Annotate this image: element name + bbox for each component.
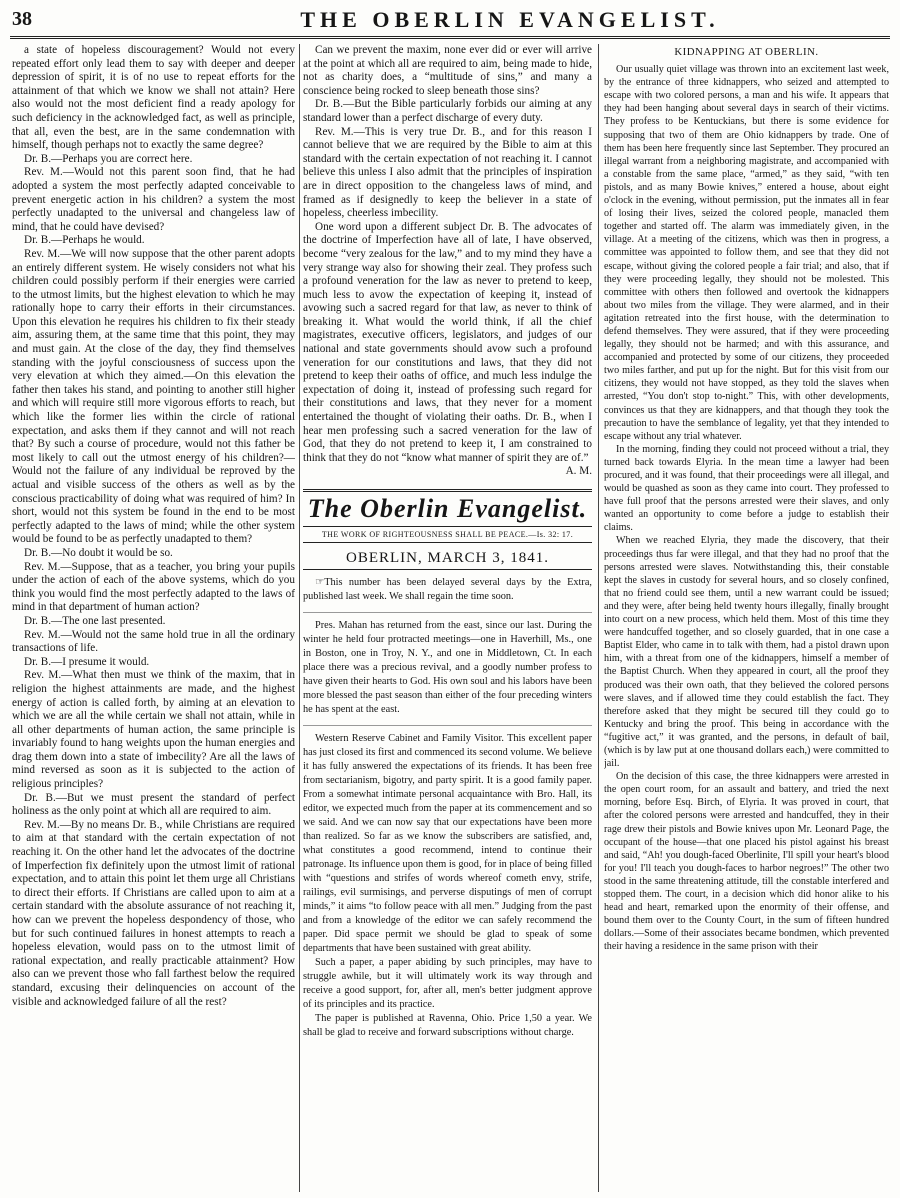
paragraph: Rev. M.—Would not this parent soon find, that he had adopted a system the most perfectly adapted conceivable to prevent energetic action in his children? a system the most perfectly unadapted to the universal and changeless law of mind, that he could have devised? [12, 166, 295, 233]
paragraph: Such a paper, a paper abiding by such principles, may have to struggle awhile, but it will ultimately work its way through and receive a good support, for, after all, men's better judgment approve of its principles and its practice. [303, 957, 592, 1010]
paragraph: Rev. M.—By no means Dr. B., while Christians are required to aim at that standard with the certain expectation of not reaching it. On the other hand let the advocates of the doctrine of Imperfection fix definitely upon the utmost limit of rational expectation, and to attain this point let them urge all Christians to direct their efforts. If Christians are called upon to aim at a certain standard with the absolute assurance of not reaching it, how can we prevent the hopeless despondency of those, who but for such continued failures in honest attempts to reach a hopeless elevation, would pass on to the utmost limit of rational expectation, and really practicable attainment? How also can we prevent those who fall farthest below the required standard, excusing their delinquencies on account of the visible and acknowledged failure of all the rest? [12, 818, 295, 1008]
paragraph: Rev. M.—Would not the same hold true in all the ordinary transactions of life. [12, 628, 295, 655]
column-kidnapping-article [604, 44, 889, 1192]
paragraph: Dr. B.—I presume it would. [24, 655, 150, 668]
paragraph: Pres. Mahan has returned from the east, since our last. During the winter he held four protracted meetings—one in Haverhill, Ms., one in Boston, one in Troy, N. Y., and one in Middletown, Ct. In each place there was a precious revival, and a goodly number profess to have given their hearts to God. His own soul and his labors have been more blessed the past season than either of the four preceding winters he has spent at the east. [303, 620, 592, 715]
paragraph: On the decision of this case, the three kidnappers were arrested in the open court room, for an assault and battery, and tried the next morning, before Esq. Birch, of Elyria. It was proved in court, that after the colored persons were arrested and handcuffed, they in their rage drew their pistols and Bowie knives upon Mr. Leonard Page, the occupant of the house—that one placed his pistol against his breast and said, “Ah! you dough-faced Oberlinite, I'll spill your heart's blood for you! I'll teach you dough-faces to harbor negroes!” The other two stood in the same threatening attitude, till the constable interfered and stopped them. The court, in a decision which did honor alike to his head and heart, remarked upon the enormity of their offense, and bound them over to the County Court, in the sum of fifteen hundred dollars.—Some of their associates became bondmen, which prevented their having a residence in the same prison with their [604, 771, 889, 953]
column-dialogue-continued [12, 44, 295, 1192]
paragraph: In the morning, finding they could not proceed without a trial, they turned back towards Elyria. In the mean time a lawyer had been procured, and it was found, that their proceedings were all illegal, and would be quashed as soon as they came into court. They professed to have full proof that the persons arrested were their slaves, and only wanted an opportunity to come before a judge to establish their claims. [604, 443, 889, 534]
paragraph: Dr. B.—The one last presented. [24, 614, 166, 627]
column-divider [598, 44, 599, 1192]
paragraph: One word upon a different subject Dr. B. The advocates of the doctrine of Imperfection have all of late, I have observed, become “very zealous for the law,” and to my mind they have a very strange way also for showing their zeal. They profess such a profound veneration for the law as never to pretend to keep, much less to avow the expectation of keeping it, instead of avowing such a sacred regard for that law, as never to think of breaking it. What would the world think, if all the chief magistrates, executive officers, legislators, and judges of our national and state governments should avow such a profound veneration for our constitutions and laws, that they did not pretend to keep their oaths of office, and much less indulge the expectation of doing it, instead of professing such regard for their constitutions and laws, that they never for a moment entertained the thought of violating their oaths. Dr. B., when I hear men professing such a sacred veneration for the law of God, that they do not pretend to keep it, I am constrained to think that they do not “know what manner of spirit they are of.” [303, 220, 592, 464]
paragraph: Dr. B.—Perhaps he would. [24, 234, 145, 247]
paragraph: Rev. M.—This is very true Dr. B., and for this reason I cannot believe that we are required by the Bible to aim at this standard with the certain expectation of not reaching it. I cannot believe this unless I also admit that the principles of inspiration are in direct opposition to the changeless laws of mind, and framed as if designedly to keep the believer in a state of hopeless, cheerless imbecility. [303, 125, 592, 220]
paragraph: Rev. M.—What then must we think of the maxim, that in religion the highest attainments are made, and the highest energy of action is called forth, by aiming at an elevation to which we are all the while certain we shall not attain, while in all other departments of human action, the same principle is invariably found to hang weights upon the human energies and drag them down into a state of imbecility? Are all the laws of mind reversed as soon as it is subjected to the action of religious principles? [12, 669, 295, 791]
paragraph: Dr. B.—But the Bible particularly forbids our aiming at any standard lower than a perfect discharge of every duty. [303, 98, 592, 124]
paragraph: Dr. B.—No doubt it would be so. [24, 546, 173, 559]
notice-pres-mahan [303, 612, 592, 717]
paragraph: ☞This number has been delayed several days by the Extra, published last week. We shall regain the time soon. [303, 577, 592, 602]
masthead-motto: THE WORK OF RIGHTEOUSNESS SHALL BE PEACE.—Is. 32: 17. [303, 526, 592, 542]
paragraph: Western Reserve Cabinet and Family Visitor. This excellent paper has just closed its first and commenced its second volume. We believe it has fully answered the expectations of its friends. It has been free from sectarianism, bigotry, and party spirit. It is a good family paper. From a somewhat intimate personal acquaintance with Bro. Hall, its editor, we expected much from the paper at its commencement and so we said. And we can now say that our expectations have been more than realized. So far as we know the subscribers are satisfied, and, what constitutes a good recommend, intend to continue their patronage. Its influence upon them is good, for in place of being filled with “questions and strifes of words whereof cometh envy, strife, railings, evil surmisings, and perverse disputings of men of corrupt minds,” it aims “to follow peace with all men.” Judging from the past and from a knowledge of the editor we can safely recommend the paper. Did space permit we should be glad to speak of some departments that have been sustained with great ability. [303, 733, 592, 954]
paragraph: Our usually quiet village was thrown into an excitement last week, by the entrance of three kidnappers, who seized and attempted to escape with two colored persons, a man and his wife. It appears that they had been hanging about several days in search of their victims. They profess to be Kentuckians, but there is some evidence for supposing that two of them are Ohio kidnappers by trade. One of them has been here frequently since last September. They procured an illegal warrant from a neighboring magistrate, and accompanied with a constable from the same place, “armed,” as they said, “with ten pistols, and as many Bowie knives,” entered a house, about eight o'clock in the evening, without permission, put the inmates all in fear of losing their lives, seized the colored people, manacled them together and started off. The alarm was immediately given, in the village. At a meeting of the citizens, which was then in progress, a committee was appointed to follow them, and see that they did not escape, without giving the colored people a fair trial; and also, that if they were proceeding legally, they should not be molested. This committee with others then followed and overtook the kidnappers about two miles from the village. They were alarmed, and in their agitation retreated into the first house, with the determination to defend themselves. They were assured, that if they were proceeding legally, they should not be harmed; and with this assurance, and accompanied and protected by some of our citizens, they proceeded two miles farther, and put up for the night. But for this visit from our citizens, they would not have stopped, as they told the slaves when arrested, “You don't stop to-night.” This, with other developments, convinces us that they are kidnappers, and that though they took the precaution to have the semblance of legality, yet that they intended to escape without any trial whatever. [604, 64, 889, 442]
paragraph: Dr. B.—Perhaps you are correct here. [24, 152, 193, 165]
dateline: OBERLIN, MARCH 3, 1841. [303, 547, 592, 570]
running-title: THE OBERLIN EVANGELIST. [300, 7, 720, 32]
article-title: KIDNAPPING AT OBERLIN. [674, 46, 819, 58]
masthead-title: The Oberlin Evangelist. [307, 494, 588, 523]
paragraph: The paper is published at Ravenna, Ohio. Price 1,50 a year. We shall be glad to receive and forward subscriptions without charge. [303, 1013, 592, 1038]
notice-delay [303, 576, 592, 604]
page-number: 38 [12, 8, 32, 30]
author-signature: A. M. [565, 465, 592, 478]
column-dialogue-and-editorial [303, 44, 592, 1192]
paragraph: Dr. B.—But we must present the standard of perfect holiness as the only point at which all are required to aim. [12, 791, 295, 818]
paragraph: When we reached Elyria, they made the discovery, that their proceedings thus far were illegal, and that they had no proof that the persons arrested were slaves. Notwithstanding this, their constable kept the slaves in custody for several hours, and so closely confined, that no friend could see them, until a new warrant could be issued; and they were, after being held twenty hours illegally, finally brought into court on a new process, which held them. Most of this time they were handcuffed together, and so closely guarded, that in one case a Baptist Elder, who came in to talk with them, had a pistol drawn upon him, with a threat from one of the kidnappers, himself a member of the Baptist Church. When they appeared in court, all the proof they produced was their own oath, that they believed the colored persons were slaves, and if allowed time they could establish the fact. They therefore asked that they might be secured till they could go to Kentucky and bring the proof. This being in accordance with the “fugitive act,” it was granted, and the persons, in default of bail, (which is by law put at one thousand dollars each,) were committed to jail. [604, 535, 889, 770]
page-header [10, 6, 890, 39]
paragraph: Rev. M.—Suppose, that as a teacher, you bring your pupils under the action of each of the above systems, which do you think you would find the most perfectly adapted to the laws of mind in that department of human action? [12, 560, 295, 614]
column-divider [299, 44, 300, 1192]
notice-western-reserve-cabinet [303, 725, 592, 1040]
paragraph: Rev. M.—We will now suppose that the other parent adopts an entirely different system. He wisely considers not what his children could possibly perform if their energies were carried to the utmost limits, but the highest elevation to which he may rationally hope to carry their efforts in their circumstances. Upon this elevation he requires his children to fix their steady aim, assuring them, at the same time that this point, they may and must gain. At the close of the day, they find themselves standing with the joyful consciousness of success upon the very elevation at which they aimed.—On this elevation the father then takes his stand, and pointing to another still higher and which will require still more vigorous efforts to reach, but which like the former lies within the circle of rational expectation, and asks them if they cannot and will not reach that? By such a course of procedure, would not this father be most likely to call out the utmost energy of his children?—Would not the failure of any individual be reproved by the actual and visible success of the others as well as by the conscious practicability of doing what was required of him? In short, would not this system be found in the end to be most perfectly adapted to the laws of mind; while the other system would be found to be as perfectly unadapted to them? [12, 247, 295, 546]
paragraph: a state of hopeless discouragement? Would not every repeated effort only lead them to say with deeper and deeper depression of spirit, it is of no use to repeat efforts for the attainment of that which we know we shall not attain? Here also would not the most deficient find a ready apology for such deficiency in the acknowledged fact, as well as principle, that all, even the best, are in the same condemnation with himself, though perhaps not to exactly the same degree? [12, 44, 295, 152]
paragraph: Can we prevent the maxim, none ever did or ever will arrive at the point at which all are required to aim, being made to hide, not as charity does, a “multitude of sins,” and many a conscience being rocked to sleep beneath those sins? [303, 44, 592, 97]
editorial-masthead [303, 489, 592, 543]
